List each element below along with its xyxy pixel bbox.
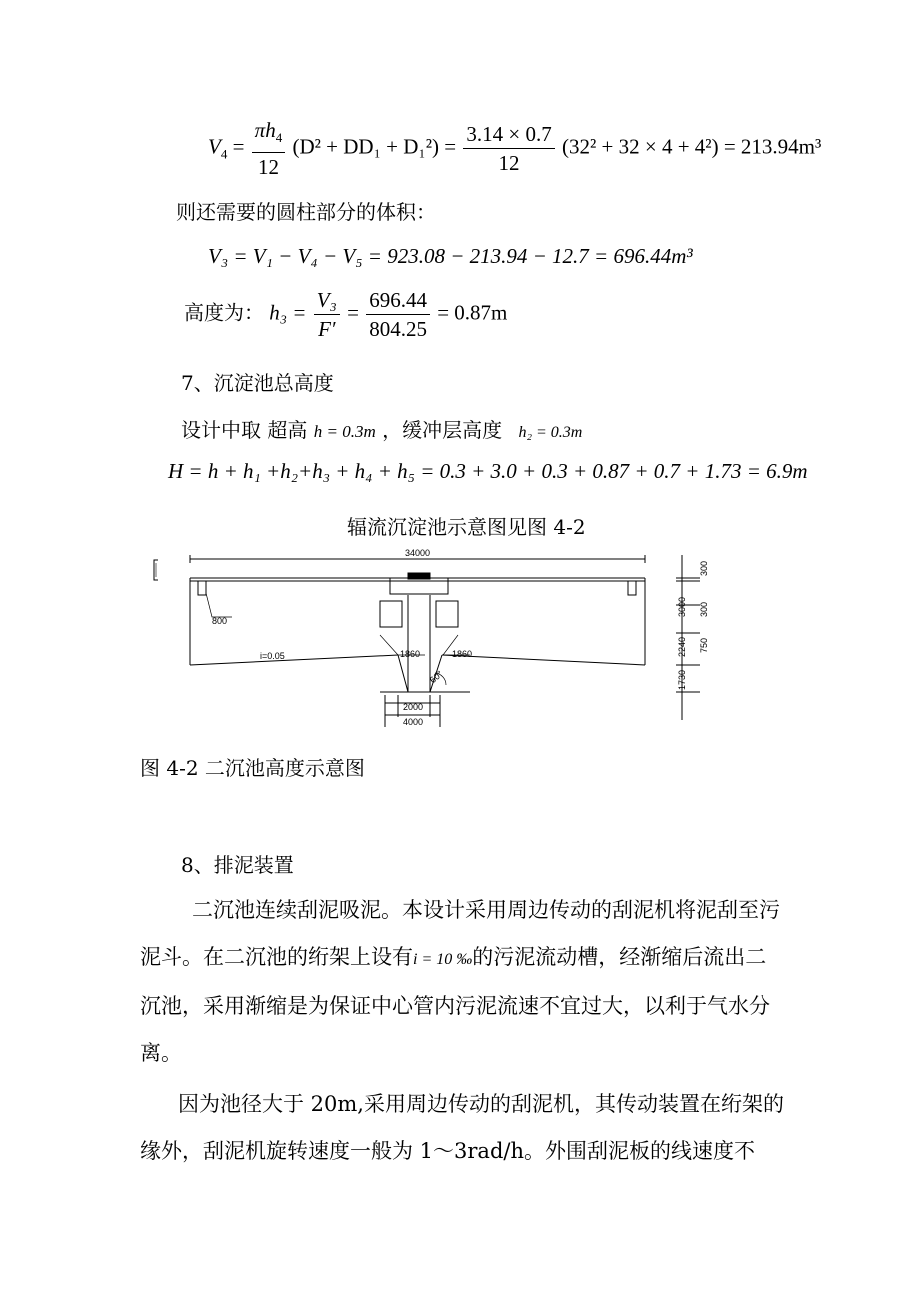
p1-before: 二沉池连续刮泥吸泥。本设计采用周边传动的刮泥机将泥刮至污泥斗。在二沉池的绗架上设有 [140, 898, 780, 969]
design-h: h = 0.3m [313, 422, 376, 441]
h3-frac2 [366, 288, 430, 341]
design-prefix: 设计中取 超高 [181, 418, 308, 442]
v4-frac1-den: 12 [257, 155, 279, 180]
v4-bracket: (D² + DD₁ + D₁²) = [292, 134, 457, 159]
v4-frac2 [463, 122, 554, 175]
h3-frac2-den: 804.25 [369, 317, 427, 341]
h3-lhs: h₃ = [269, 300, 307, 325]
v4-lhs-sub: 4 [220, 146, 228, 162]
design-mid: ，缓冲层高度 [382, 418, 503, 442]
label-dim-300-mid: 300 [699, 601, 709, 617]
v4-frac2-num: 3.14 × 0.7 [463, 122, 554, 149]
v3-intro: 则还需要的圆柱部分的体积： [176, 200, 436, 224]
figure-intro: 辐流沉淀池示意图见图 4-2 [347, 515, 586, 539]
section7-design-line [181, 414, 582, 443]
formula-v3: V₃ = V₁ − V₄ − V₅ = 923.08 − 213.94 − 12.7 = 696.44m³ [208, 244, 693, 268]
p1-after: 的污泥流动槽，经渐缩后流出二沉池，采用渐缩是为保证中心管内污泥流速不宜过大，以利于气水分离。 [140, 945, 770, 1065]
label-center-right: 1860 [452, 649, 473, 659]
v4-rhs: (32² + 32 × 4 + 4²) = 213.94m³ [561, 134, 822, 159]
p1-math: i = 10 ‰ [413, 951, 473, 968]
h3-eq: = [347, 300, 359, 325]
section8-paragraph-1 [140, 887, 785, 1077]
formula-v4: $V_4$ = $\frac{\pi h_4}{12}$ (D² + DD₁ + D₁²) = $\frac{3.14 \times 0.7}{12}$ (32² + 32 × 4 + 4²) = 213.94m³ [208, 118, 822, 180]
label-groove: 800 [212, 616, 228, 626]
v4-frac2-den: 12 [498, 151, 520, 176]
label-dim-2240: 2240 [677, 636, 687, 657]
h3-rhs: = 0.87m [437, 300, 508, 325]
v4-lhs: V [208, 134, 221, 159]
label-width-total: 34000 [405, 548, 431, 558]
v4-frac1-num: πh [254, 118, 276, 142]
label-center-left: 1860 [400, 649, 421, 659]
label-dim-300-top: 300 [699, 560, 709, 576]
v4-frac1-num-sub: 4 [275, 130, 283, 146]
label-angle: 60° [427, 668, 445, 686]
sedimentation-tank-diagram [140, 545, 730, 735]
label-slope: i=0.05 [260, 651, 285, 661]
label-dim-750: 750 [699, 637, 709, 653]
formula-total-height: H = h + h₁ +h₂+h₃ + h₄ + h₅ = 0.3 + 3.0 + 0.3 + 0.87 + 0.7 + 1.73 = 6.9m [168, 459, 808, 483]
v4-frac1 [252, 118, 286, 179]
label-dim-3000: 3000 [677, 596, 687, 617]
label-outer: 4000 [403, 717, 424, 727]
h3-frac1-den: F′ [318, 317, 336, 341]
section8-heading: 8、排泥装置 [181, 853, 294, 877]
formula-h3 [184, 288, 507, 341]
label-inner: 2000 [403, 702, 424, 712]
h3-frac1-num: V₃ [314, 288, 340, 315]
section7-heading: 7、沉淀池总高度 [181, 371, 334, 395]
figure-caption: 图 4-2 二沉池高度示意图 [140, 756, 365, 780]
label-dim-1730: 1730 [677, 669, 687, 690]
h3-frac2-num: 696.44 [366, 288, 430, 315]
section8-paragraph-2: 因为池径大于 20m,采用周边传动的刮泥机，其传动装置在绗架的缘外，刮泥机旋转速度一般为 1～3rad/h。外围刮泥板的线速度不 [140, 1092, 784, 1163]
design-h2: h₂ = 0.3m [518, 424, 583, 441]
h3-frac1 [314, 288, 340, 341]
h3-label: 高度为： [184, 302, 264, 325]
